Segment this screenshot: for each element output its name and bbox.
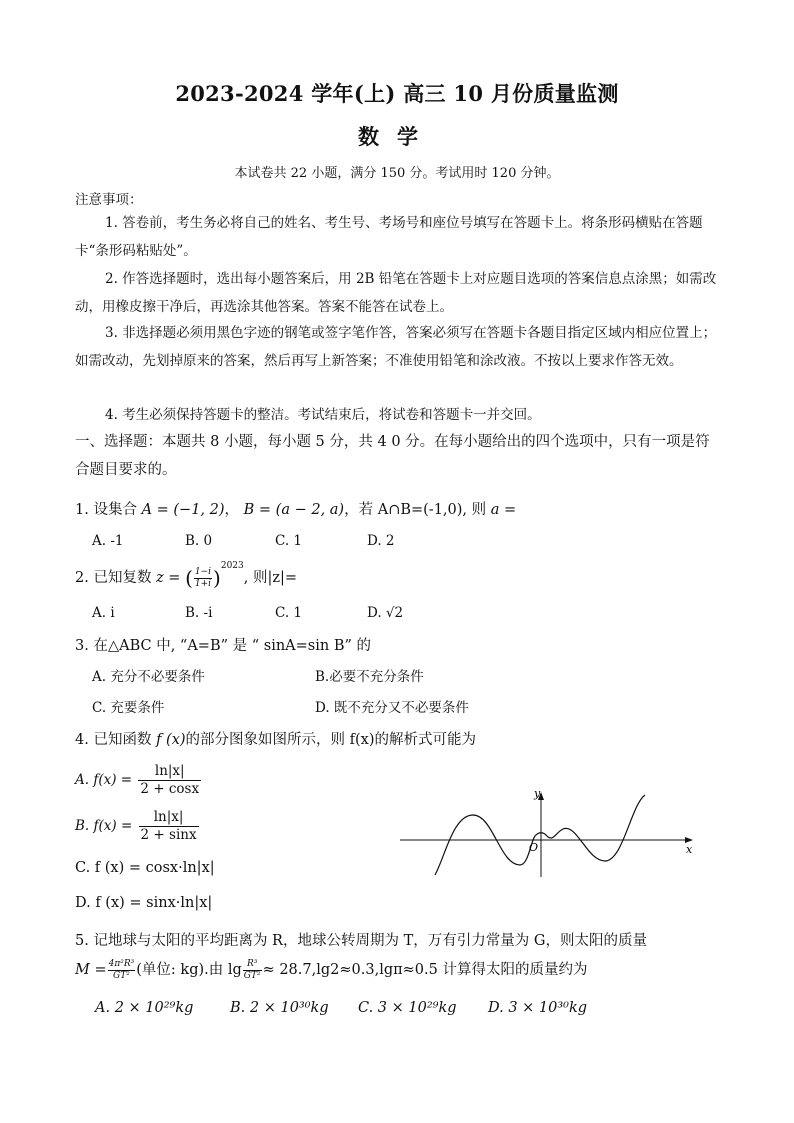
function-curve [435,795,645,875]
q2-option-d: D. √2 [367,605,404,621]
q3-option-d: D. 既不充分又不必要条件 [315,700,469,716]
q4-option-b-label: B. f(x) = [75,818,133,834]
q4-option-b [75,809,201,844]
q2-prefix: 2. 已知复数 [75,570,152,586]
q5-option-b: B. 2 × 10³⁰kg [230,1000,329,1016]
q3-option-c: C. 充要条件 [92,700,165,716]
q4-option-a-den: 2 + cosx [140,781,200,797]
x-axis-label: x [686,843,693,856]
q4-stem-b: 的部分图象如图所示，则 f(x)的解析式可能为 [185,732,476,748]
y-axis-label: y [534,787,541,800]
q5-formula-unit: (单位: kg).由 lg [136,962,242,978]
q3-option-a: A. 充分不必要条件 [92,669,205,685]
question-2: 2. 已知复数 z = ( $\frac{1-i}{1+i}$ )$^{2023}$, 则|z|= [75,561,298,590]
q4-option-a-num: ln|x| [138,763,201,781]
q2-fraction [194,567,212,590]
q2-ask: , 则|z|= [243,570,298,586]
question-1 [75,498,516,519]
q5-lg-frac [243,959,262,982]
q1-ask: a = [490,502,517,518]
notes-heading: 注意事项： [75,192,143,208]
q2-option-c: C. 1 [275,605,303,621]
q5-formula-rest: ≈ 28.7,lg2≈0.3,lgπ≈0.5 计算得太阳的质量约为 [262,962,588,978]
q5-option-d: D. 3 × 10³⁰kg [488,1000,588,1016]
function-graph [395,785,705,880]
q5-formula-lhs: M = [75,962,107,978]
q4-option-b-den: 2 + sinx [140,827,197,843]
note-item-1: 1. 答卷前，考生务必将自己的姓名、考生号、考场号和座位号填写在答题卡上。将条形码横贴在答题卡“条形码粘贴处”。 [75,215,703,259]
q4-stem-a: 4. 已知函数 [75,732,152,748]
q4-option-c: C. f (x) = cosx·ln|x| [75,860,215,876]
note-item-2: 2. 作答选择题时，选出每小题答案后，用 2B 铅笔在答题卡上对应题目选项的答案信息点涂黑；如需改动，用橡皮擦干净后，再选涂其他答案。答案不能答在试卷上。 [75,271,717,315]
q1-option-b: B. 0 [185,533,213,549]
q5-formula [75,958,587,982]
question-5: 5. 记地球与太阳的平均距离为 R，地球公转周期为 T，万有引力常量为 G，则太阳的质量 [75,933,647,949]
q5-formula-num: 4π²R³ [108,958,135,969]
q2-z: z = [156,570,181,586]
q5-formula-frac [108,959,136,982]
q1-option-a: A. -1 [92,533,124,549]
q2-denominator: 1+i [194,578,212,589]
origin-label: O [529,841,539,854]
q5-option-c: C. 3 × 10²⁹kg [358,1000,457,1016]
q1-set-a: A = (−1, 2) [141,502,225,518]
q4-option-b-num: ln|x| [139,809,199,827]
q2-exponent: 2023 [220,561,244,571]
q5-formula-den: GT² [113,970,130,981]
q1-option-c: C. 1 [275,533,303,549]
q4-option-d: D. f (x) = sinx·ln|x| [75,895,213,911]
exam-intro: 本试卷共 22 小题，满分 150 分。考试用时 120 分钟。 [234,166,560,181]
q1-prefix: 1. 设集合 [75,502,137,518]
q4-option-a [75,763,203,798]
q1-option-d: D. 2 [367,533,395,549]
q2-numerator: 1−i [194,566,212,577]
note-item-4: 4. 考生必须保持答题卡的整洁。考试结束后，将试卷和答题卡一并交回。 [105,407,541,423]
subject-title: 数学 [358,124,436,149]
question-3: 3. 在△ABC 中, “A=B” 是 “ sinA=sin B” 的 [75,638,371,654]
q1-sep: ， [224,502,240,518]
exam-title: 2023-2024 学年(上) 高三 10 月份质量监测 [175,81,619,106]
q3-option-b: B.必要不充分条件 [315,669,424,685]
q5-option-a: A. 2 × 10²⁹kg [95,1000,194,1016]
note-item-3: 3. 非选择题必须用黑色字迹的钢笔或签字笔作答，答案必须写在答题卡各题目指定区域内相应位置上；如需改动，先划掉原来的答案，然后再写上新答案；不准使用铅笔和涂改液。不按以上要求作答无效。 [75,325,717,369]
q2-option-a: A. i [92,605,115,621]
q5-lg-num: R³ [243,959,262,971]
q1-set-b: B = (a − 2, a) [243,502,345,518]
question-4 [75,728,476,749]
q5-lg-den: GT² [243,970,261,981]
q2-option-b: B. -i [185,605,213,621]
q4-fx: f (x) [156,732,186,748]
q1-cond: ，若 A∩B=(-1,0), 则 [344,502,487,518]
q4-option-a-label: A. f(x) = [75,772,133,788]
section-heading: 一、选择题：本题共 8 小题，每小题 5 分，共 4 0 分。在每小题给出的四个选项中，只有一项是符合题目要求的。 [75,434,710,478]
